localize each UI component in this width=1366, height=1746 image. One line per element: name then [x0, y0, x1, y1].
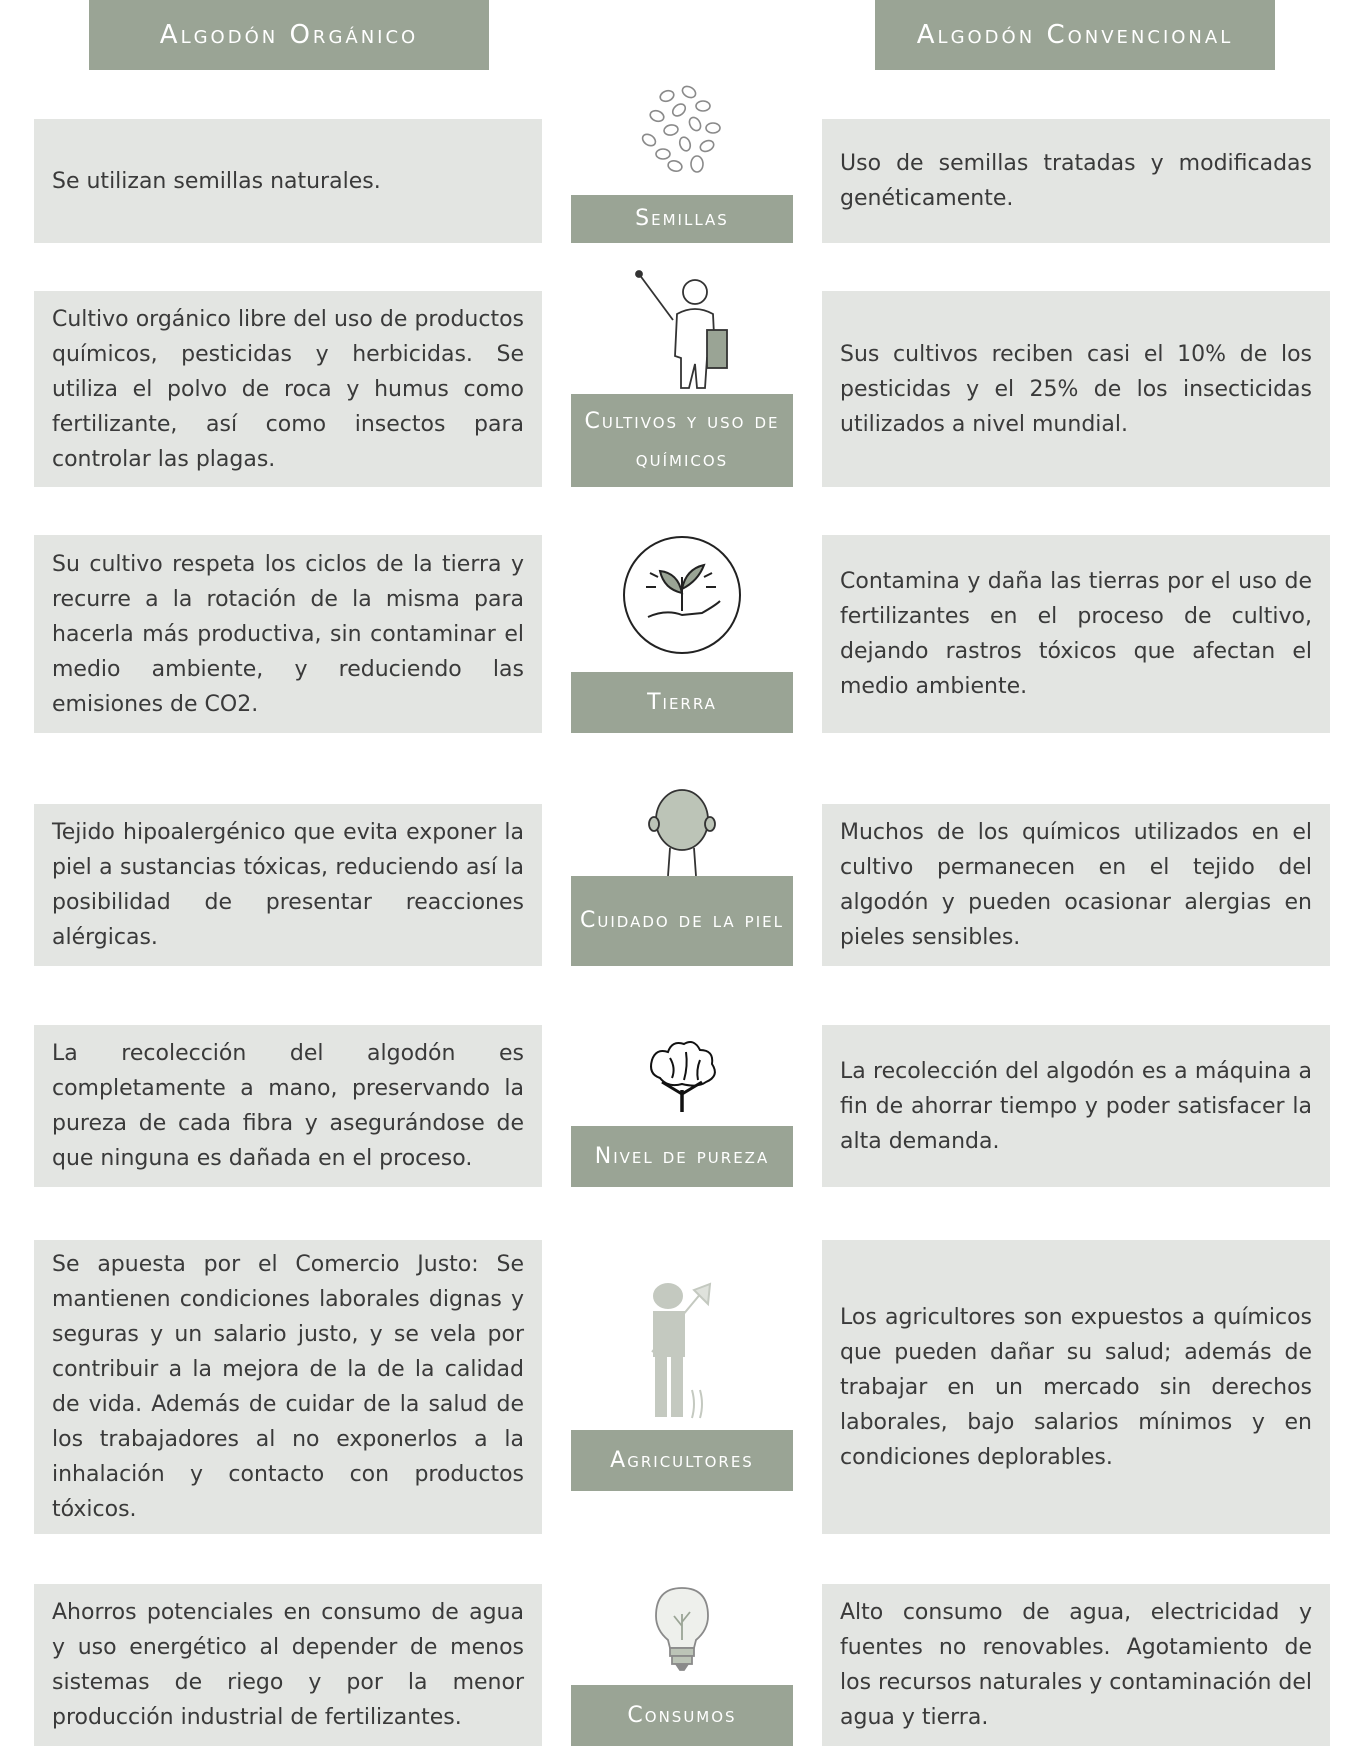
organic-skin-box	[34, 804, 542, 966]
organic-soil-box	[34, 535, 542, 733]
conventional-consumption-box	[822, 1584, 1330, 1746]
seeds-icon	[612, 84, 752, 184]
conventional-farmers-box	[822, 1240, 1330, 1534]
conventional-crops-box	[822, 291, 1330, 487]
header-conventional: Algodón Convencional	[875, 0, 1275, 70]
organic-purity-text: La recolección del algodón es completamente a mano, preservando la pureza de cada fibra y asegurándose de que ninguna es dañada en el proceso.	[52, 1041, 524, 1171]
organic-seeds-text: Se utilizan semillas naturales.	[52, 168, 381, 194]
organic-consumption-text: Ahorros potenciales en consumo de agua y uso energético al depender de menos sistemas de riego y por la menor producción industrial de fertilizantes.	[52, 1600, 524, 1730]
conventional-soil-box	[822, 535, 1330, 733]
conventional-farmers-text: Los agricultores son expuestos a químicos que pueden dañar su salud; además de trabajar en un mercado sin derechos laborales, bajo salarios mínimos y en condiciones deplorables.	[840, 1304, 1312, 1470]
cotton-flower-icon	[612, 1038, 752, 1113]
organic-skin-text: Tejido hipoalergénico que evita exponer la piel a sustancias tóxicas, reduciendo así la posibilidad de presentar reacciones alérgicas.	[52, 820, 524, 950]
organic-crops-box	[34, 291, 542, 487]
label-seeds: Semillas	[571, 195, 793, 243]
header-organic: Algodón Orgánico	[89, 0, 489, 70]
label-farmers: Agricultores	[571, 1430, 793, 1491]
sprayer-worker-icon	[612, 268, 752, 393]
conventional-purity-text: La recolección del algodón es a máquina a fin de ahorrar tiempo y poder satisfacer la alta demanda.	[840, 1058, 1312, 1154]
hand-sprout-icon	[612, 533, 752, 657]
conventional-purity-box	[822, 1025, 1330, 1187]
organic-consumption-box	[34, 1584, 542, 1746]
lightbulb-icon	[612, 1584, 752, 1674]
conventional-seeds-text: Uso de semillas tratadas y modificadas genéticamente.	[840, 151, 1312, 211]
person-head-icon	[612, 784, 752, 876]
conventional-seeds-box	[822, 119, 1330, 243]
conventional-crops-text: Sus cultivos reciben casi el 10% de los pesticidas y el 25% de los insecticidas utilizados a nivel mundial.	[840, 341, 1312, 437]
label-crops: Cultivos y uso de químicos	[571, 394, 793, 487]
label-consumption: Consumos	[571, 1685, 793, 1746]
organic-crops-text: Cultivo orgánico libre del uso de productos químicos, pesticidas y herbicidas. Se utiliza el polvo de roca y humus como fertilizante, así como insectos para controlar las plagas.	[52, 306, 524, 472]
farmer-icon	[612, 1280, 752, 1420]
conventional-soil-text: Contamina y daña las tierras por el uso de fertilizantes en el proceso de cultivo, dejando rastros tóxicos que afectan el medio ambiente.	[840, 569, 1312, 699]
organic-farmers-text: Se apuesta por el Comercio Justo: Se mantienen condiciones laborales dignas y seguras y un salario justo, y se vela por contribuir a la mejora de la de la calidad de vida. Además de cuidar de la salud de los trabajadores al no exponerlos a la inhalación y contacto con productos tóxicos.	[52, 1252, 524, 1522]
conventional-skin-box	[822, 804, 1330, 966]
label-soil: Tierra	[571, 672, 793, 733]
organic-seeds-box	[34, 119, 542, 243]
organic-purity-box	[34, 1025, 542, 1187]
label-purity: Nivel de pureza	[571, 1126, 793, 1187]
label-skin: Cuidado de la piel	[571, 876, 793, 966]
organic-farmers-box	[34, 1240, 542, 1534]
conventional-consumption-text: Alto consumo de agua, electricidad y fuentes no renovables. Agotamiento de los recursos naturales y contaminación del agua y tierra.	[840, 1600, 1313, 1730]
organic-soil-text: Su cultivo respeta los ciclos de la tierra y recurre a la rotación de la misma para hacerla más productiva, sin contaminar el medio ambiente, y reduciendo las emisiones de CO2.	[52, 551, 524, 717]
conventional-skin-text: Muchos de los químicos utilizados en el cultivo permanecen en el tejido del algodón y pueden ocasionar alergias en pieles sensibles.	[840, 820, 1312, 950]
